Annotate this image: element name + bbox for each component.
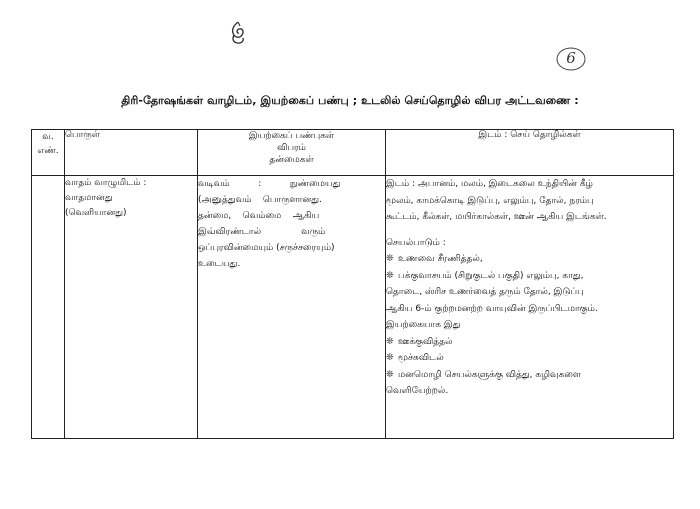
header-number-line2: எண். <box>37 146 59 156</box>
function-line: ❊ ஊக்குவித்தல் <box>386 334 673 351</box>
dosha-table <box>31 129 674 439</box>
emblem-ornament-icon <box>227 20 249 46</box>
table-row <box>32 176 674 439</box>
row-subject <box>65 176 198 439</box>
row-nature <box>198 176 386 439</box>
header-subject: பொருள் <box>65 130 198 176</box>
nature-line: தன்மை, வெம்மை ஆகிய <box>198 211 320 221</box>
page-number-badge <box>555 46 587 72</box>
function-line: இயற்கையாக இது <box>386 320 461 330</box>
function-line: ❊ உணவை சீரணித்தல், <box>386 251 673 268</box>
place-line: இடம் : அபானம், மலம், இடைகலை உந்தியின் கீழ் <box>386 179 593 189</box>
subject-line: வாதம் வாழுமிடம் : <box>65 178 147 188</box>
place-line: மூலம், காமக்கொடி இடுப்பு, எலும்பு, தோல், நரம்பு <box>386 195 594 206</box>
subject-line: (வெளியானது) <box>65 208 127 218</box>
row-number <box>32 176 65 439</box>
nature-line: வடிவம் : நுண்மையது <box>198 179 341 189</box>
page-number: 6 <box>566 49 576 67</box>
row-place <box>386 176 674 439</box>
header-number-line1: வ. <box>42 132 54 142</box>
nature-line: இவ்விரண்டால் வரும் <box>198 227 326 237</box>
function-line: ❊ மனமொழி செயல்களுக்கு வித்து, கழிவுகளை <box>386 367 673 384</box>
header-place: இடம் : செய் தொழில்கள் <box>386 130 674 176</box>
bullet-star-icon: ❊ <box>386 353 394 363</box>
place-line: கூட்டம், கீல்கள், மயிர்கால்கள், ஊன் ஆகிய இடங்கள். <box>386 212 607 222</box>
function-line: ❊ பக்குவாசயம் (சிறுகுடல் பகுதி) எலும்பு, காது, <box>386 268 673 285</box>
header-nature <box>198 130 386 176</box>
header-nature-line3: தன்மைகள் <box>269 155 314 165</box>
header-number <box>32 130 65 176</box>
function-line: தொடை, ஸ்ரிச உணர்வைத் தரும் தோல், இடுப்பு <box>386 287 584 297</box>
bullet-star-icon: ❊ <box>386 270 394 281</box>
bullet-star-icon: ❊ <box>386 336 394 347</box>
subject-line: வாதமானது <box>65 193 113 203</box>
header-nature-line1: இயற்கைப் பண்புகள் <box>248 131 335 141</box>
function-line: வெளியேற்றல். <box>386 386 449 396</box>
table-header-row <box>32 130 674 176</box>
nature-line: (அனுத்துவம் பொருளானது. <box>198 195 322 205</box>
nature-line: உடையது. <box>198 259 241 269</box>
page-title: திரி-தோஷங்கள் வாழிடம், இயற்கைப் பண்பு ; உடலில் செய்தொழில் விபர அட்டவணை : <box>121 94 579 107</box>
header-nature-line2: விபரம் <box>277 143 306 153</box>
nature-line: ஒப்புரவின்மையும் (சருச்சரையும்) <box>198 243 335 253</box>
function-heading: செயல்பாடும் : <box>386 237 446 248</box>
function-line: ❊ மூச்சுவிடல் <box>386 350 673 367</box>
function-line: ஆகிய 6-ம் குற்றமனற்ற வாயுவின் இருப்பிடமாகும். <box>386 303 598 314</box>
bullet-star-icon: ❊ <box>386 369 394 380</box>
bullet-star-icon: ❊ <box>386 254 394 264</box>
